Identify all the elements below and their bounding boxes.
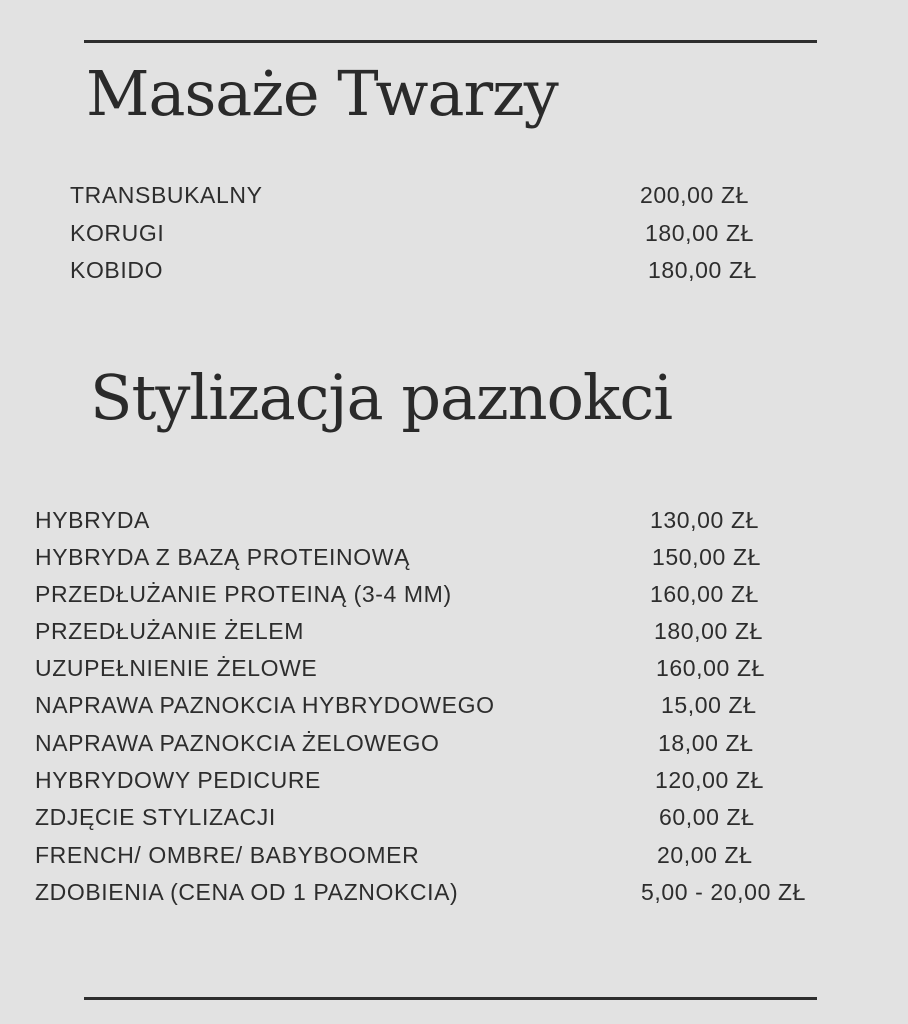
section-title-nail-styling: Stylizacja paznokci (90, 361, 673, 434)
service-price: 120,00 ZŁ (655, 767, 764, 793)
service-price: 15,00 ZŁ (661, 692, 757, 718)
price-row (35, 502, 855, 538)
service-price: 18,00 ZŁ (658, 730, 754, 756)
section-title-face-massages: Masaże Twarzy (86, 57, 558, 130)
service-price: 180,00 ZŁ (645, 220, 754, 246)
price-row (35, 874, 865, 910)
price-row (70, 215, 790, 251)
service-name: FRENCH/ OMBRE/ BABYBOOMER (35, 842, 420, 868)
price-row (35, 725, 855, 761)
service-name: NAPRAWA PAZNOKCIA HYBRYDOWEGO (35, 692, 495, 718)
service-name: KOBIDO (70, 257, 164, 283)
service-price: 5,00 - 20,00 ZŁ (641, 879, 806, 905)
service-price: 150,00 ZŁ (652, 544, 761, 570)
price-row (35, 650, 855, 686)
price-row (35, 687, 855, 723)
service-price: 130,00 ZŁ (650, 507, 759, 533)
service-name: HYBRYDOWY PEDICURE (35, 767, 322, 793)
service-name: ZDJĘCIE STYLIZACJI (35, 804, 276, 830)
price-row (35, 613, 855, 649)
price-row (35, 762, 855, 798)
bottom-divider (84, 997, 817, 1000)
service-price: 20,00 ZŁ (657, 842, 753, 868)
service-name: NAPRAWA PAZNOKCIA ŻELOWEGO (35, 730, 440, 756)
price-row (35, 539, 855, 575)
service-name: UZUPEŁNIENIE ŻELOWE (35, 655, 318, 681)
service-name: KORUGI (70, 220, 165, 246)
service-name: PRZEDŁUŻANIE PROTEINĄ (3-4 MM) (35, 581, 452, 607)
service-price: 200,00 ZŁ (640, 182, 749, 208)
top-divider (84, 40, 817, 43)
service-price: 160,00 ZŁ (656, 655, 765, 681)
service-price: 180,00 ZŁ (654, 618, 763, 644)
service-name: PRZEDŁUŻANIE ŻELEM (35, 618, 304, 644)
service-name: HYBRYDA Z BAZĄ PROTEINOWĄ (35, 544, 410, 570)
price-row (70, 252, 790, 288)
service-name: ZDOBIENIA (CENA OD 1 PAZNOKCIA) (35, 879, 459, 905)
service-price: 160,00 ZŁ (650, 581, 759, 607)
price-row (35, 576, 855, 612)
service-price: 60,00 ZŁ (659, 804, 755, 830)
price-row (70, 177, 790, 213)
service-name: TRANSBUKALNY (70, 182, 263, 208)
service-name: HYBRYDA (35, 507, 150, 533)
service-price: 180,00 ZŁ (648, 257, 757, 283)
price-row (35, 837, 855, 873)
price-row (35, 799, 855, 835)
